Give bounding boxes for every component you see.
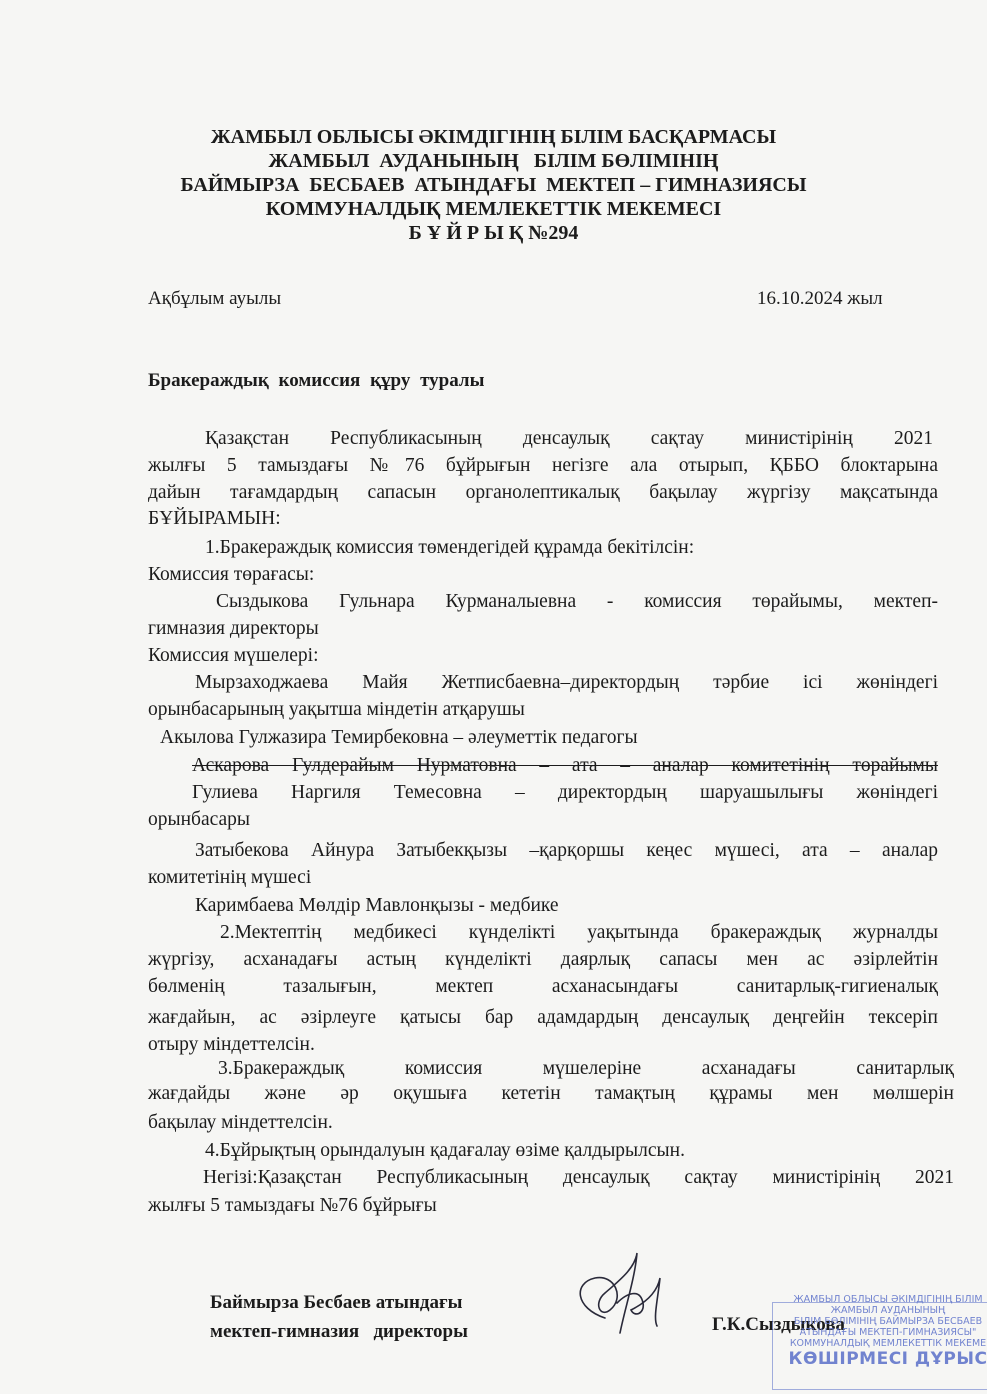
order-number: Б Ұ Й Р Ы Қ №294 <box>408 222 579 244</box>
stamp-line: ЖАМБЫЛ АУДАНЫНЫҢ <box>830 1305 946 1316</box>
header-line-3: БАЙМЫРЗА БЕСБАЕВ АТЫНДАҒЫ МЕКТЕП – ГИМНАЗИЯСЫ <box>180 174 807 196</box>
body-line-struck: Аскарова Гулдерайым Нурматовна – ата – аналар комитетінің төрайымы <box>192 755 938 776</box>
body-line: комитетінің мүшесі <box>148 867 312 888</box>
body-line: гимназия директоры <box>148 618 319 639</box>
body-line: бақылау міндеттелсін. <box>148 1112 333 1133</box>
signatory-title <box>210 1288 468 1346</box>
body-line: 1.Бракераждық комиссия төмендегідей құрамда бекітілсін: <box>205 537 695 558</box>
place: Ақбұлым ауылы <box>148 288 282 309</box>
stamp-line: АТЫНДАҒЫ МЕКТЕП-ГИМНАЗИЯСЫ" <box>799 1327 977 1338</box>
body-line: БҰЙЫРАМЫН: <box>148 508 281 529</box>
signatory-title-line-1: Баймырза Бесбаев атындағы <box>210 1292 463 1313</box>
body-line: Гулиева Наргиля Темесовна – директордың шаруашылығы жөніндегі <box>192 782 938 803</box>
body-line: дайын тағамдардың сапасын органолептикалық бақылау жүргізу мақсатында <box>148 482 938 503</box>
body-line: орынбасары <box>148 809 251 830</box>
stamp-line: БІЛІМ БӨЛІМІНІҢ БАЙМЫРЗА БЕСБАЕВ <box>793 1316 983 1327</box>
subject: Бракераждық комиссия құру туралы <box>148 370 485 391</box>
body-line: Комиссия мүшелері: <box>148 645 319 666</box>
body-line: Комиссия төрағасы: <box>148 564 315 585</box>
stamp-caption: КӨШІРМЕСІ ДҰРЫС <box>788 1349 987 1369</box>
header-line-1: ЖАМБЫЛ ОБЛЫСЫ ӘКІМДІГІНІҢ БІЛІМ БАСҚАРМАСЫ <box>210 126 777 148</box>
date: 16.10.2024 жыл <box>757 288 883 309</box>
body-line: Каримбаева Мөлдір Мавлонқызы - медбике <box>195 895 559 916</box>
body-line: Сыздыкова Гульнара Курманалыевна - комиссия төрайымы, мектеп- <box>216 591 938 612</box>
body-line: жылғы 5 тамыздағы №76 бұйрығын негізге ала отырып, ҚББО блоктарына <box>148 455 938 476</box>
body-line: Негізі:Қазақстан Республикасының денсаулық сақтау министірінің 2021 <box>203 1167 954 1188</box>
body-line: Акылова Гулжазира Темирбековна – әлеуметтік педагогы <box>160 727 638 748</box>
body-line: жылғы 5 тамыздағы №76 бұйрығы <box>148 1195 437 1216</box>
stamp-line: КОММУНАЛДЫҚ МЕМЛЕКЕТТІК МЕКЕМЕ <box>789 1338 987 1349</box>
body-line: жағдайын, ас әзірлеуге қатысы бар адамдардың денсаулық деңгейін тексеріп <box>148 1007 938 1028</box>
body-line: жағдайды және әр оқушыға кететін тамақтың құрамы мен мөлшерін <box>148 1083 954 1104</box>
body-line: Затыбекова Айнура Затыбекқызы –қарқоршы кеңес мүшесі, ата – аналар <box>195 840 938 861</box>
body-line: Қазақстан Республикасының денсаулық сақтау министірінің 2021 <box>205 428 933 449</box>
stamp-line: ЖАМБЫЛ ОБЛЫСЫ ӘКІМДІГІНІҢ БІЛІМ <box>793 1294 983 1305</box>
handwritten-signature-icon <box>565 1248 675 1343</box>
body-line: Мырзаходжаева Майя Жетписбаевна–директордың тәрбие ісі жөніндегі <box>195 672 938 693</box>
signatory-title-line-2: мектеп-гимназия директоры <box>210 1321 468 1342</box>
header-line-2: ЖАМБЫЛ АУДАНЫНЫҢ БІЛІМ БӨЛІМІНІҢ <box>268 150 719 172</box>
body-line: жүргізу, асханадағы астың күнделікті даярлық сапасы мен ас әзірлейтін <box>148 949 938 970</box>
body-line: отыру міндеттелсін. <box>148 1034 315 1055</box>
body-line: 4.Бұйрықтың орындалуын қадағалау өзіме қалдырылсын. <box>205 1140 685 1161</box>
copy-certified-stamp <box>778 1294 987 1394</box>
body-line: 3.Бракераждық комиссия мүшелеріне асханадағы санитарлық <box>218 1058 954 1079</box>
body-line: бөлменің тазалығын, мектеп асханасындағы санитарлық-гигиеналық <box>148 976 938 997</box>
document-header <box>0 125 987 245</box>
header-line-4: КОММУНАЛДЫҚ МЕМЛЕКЕТТІК МЕКЕМЕСІ <box>265 198 722 220</box>
body-line: орынбасарының уақытша міндетін атқарушы <box>148 699 525 720</box>
director-name: Г.К.Сыздыкова <box>712 1314 845 1335</box>
body-line: 2.Мектептің медбикесі күнделікті уақытында бракераждық журналды <box>220 922 938 943</box>
